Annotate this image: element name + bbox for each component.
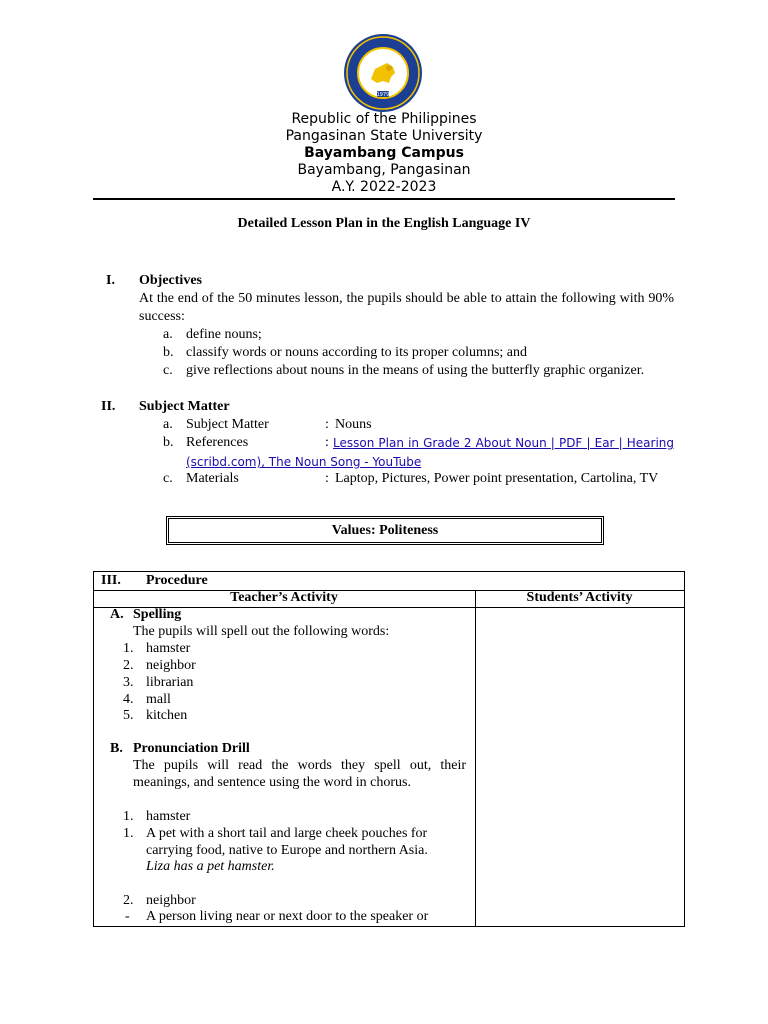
spelling-word: kitchen (146, 708, 188, 723)
pronunciation-intro: The pupils will read the words they spell out, their meanings, and sentence using the word in chorus. (133, 758, 466, 790)
pronunciation-heading: Pronunciation Drill (133, 741, 250, 756)
objective-item: classify words or nouns according to its proper columns; and (186, 345, 527, 360)
objectives-heading: Objectives (139, 273, 202, 288)
word-number: 4. (123, 692, 134, 707)
objective-item: define nouns; (186, 327, 262, 342)
spelling-word: mall (146, 692, 171, 707)
spelling-marker: A. (110, 607, 124, 622)
entry-number: 1. (123, 826, 134, 841)
pronunciation-word: hamster (146, 809, 191, 824)
objectives-intro: At the end of the 50 minutes lesson, the pupils should be able to attain the following with 90% success: (139, 291, 674, 324)
references-label: References (186, 435, 249, 450)
word-number: 5. (123, 708, 134, 723)
objective-marker: b. (163, 345, 174, 360)
word-definition: A pet with a short tail and large cheek pouches for carrying food, native to Europe and northern Asia. (146, 826, 428, 858)
spelling-word: neighbor (146, 658, 196, 673)
header-divider (93, 198, 675, 200)
word-number: 2. (123, 658, 134, 673)
pronunciation-marker: B. (110, 741, 123, 756)
subject-label: Subject Matter (186, 417, 269, 432)
header-location: Bayambang, Pangasinan (297, 162, 471, 178)
materials-colon: : (325, 471, 329, 486)
word-number: 3. (123, 675, 134, 690)
procedure-heading: Procedure (146, 573, 208, 588)
spelling-word: hamster (146, 641, 191, 656)
references-link[interactable]: Lesson Plan in Grade 2 About Noun | PDF | Ear | Hearing (scribd.com), The Noun Song - YouTube (186, 436, 674, 469)
subject-value: Nouns (335, 417, 372, 432)
values-box: Values: Politeness (166, 516, 604, 545)
svg-text:1979: 1979 (376, 92, 390, 98)
teacher-activity-header: Teacher’s Activity (230, 590, 338, 605)
entry-number: 2. (123, 893, 134, 908)
example-sentence: Liza has a pet hamster. (146, 859, 275, 874)
header-country: Republic of the Philippines (291, 111, 477, 127)
objectives-numeral: I. (106, 273, 115, 288)
pronunciation-word: neighbor (146, 893, 196, 908)
materials-value: Laptop, Pictures, Power point presentation, Cartolina, TV (335, 471, 659, 486)
subject-matter-heading: Subject Matter (139, 399, 230, 414)
word-number: 1. (123, 641, 134, 656)
students-activity-header: Students’ Activity (526, 590, 633, 605)
subject-marker: a. (163, 417, 173, 432)
materials-marker: c. (163, 471, 173, 486)
spelling-intro: The pupils will spell out the following words: (133, 624, 390, 639)
materials-label: Materials (186, 471, 239, 486)
header-academic-year: A.Y. 2022-2023 (331, 179, 437, 195)
subject-matter-numeral: II. (101, 399, 116, 414)
objective-marker: a. (163, 327, 173, 342)
objective-item: give reflections about nouns in the means of using the butterfly graphic organizer. (186, 363, 645, 378)
references-marker: b. (163, 435, 174, 450)
procedure-numeral: III. (101, 573, 121, 588)
subject-colon: : (325, 417, 329, 432)
header-campus: Bayambang Campus (304, 145, 464, 161)
header-university: Pangasinan State University (285, 128, 483, 144)
entry-dash: - (125, 909, 130, 924)
objective-marker: c. (163, 363, 173, 378)
spelling-word: librarian (146, 675, 194, 690)
spelling-heading: Spelling (133, 607, 182, 622)
word-definition: A person living near or next door to the speaker or (146, 909, 429, 924)
references-colon: : (325, 435, 329, 450)
document-title: Detailed Lesson Plan in the English Language IV (237, 216, 531, 231)
university-seal-logo (343, 33, 423, 113)
entry-number: 1. (123, 809, 134, 824)
